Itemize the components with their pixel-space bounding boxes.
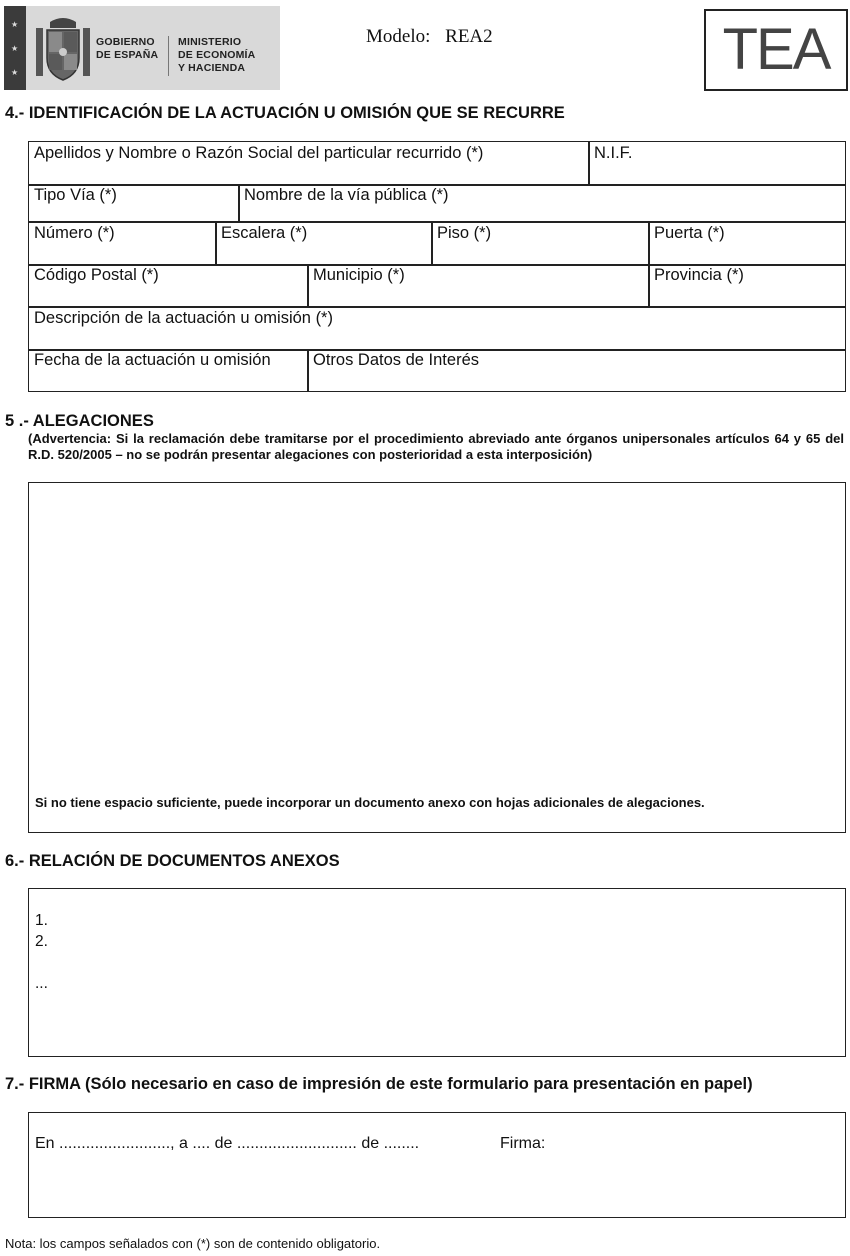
numero-field[interactable] [28, 222, 215, 264]
anexo-item-1: 1. [35, 912, 48, 929]
municipio-field[interactable] [307, 264, 648, 306]
tea-logo [704, 9, 848, 91]
footer-note: Nota: los campos señalados con (*) son de contenido obligatorio. [5, 1236, 381, 1251]
apellidos-label: Apellidos y Nombre o Razón Social del particular recurrido (*) [34, 144, 484, 162]
fecha-field[interactable] [28, 349, 307, 392]
section4-title: 4.- IDENTIFICACIÓN DE LA ACTUACIÓN U OMISIÓN QUE SE RECURRE [5, 104, 565, 122]
anexo-item-more: ... [35, 975, 48, 992]
firma-label: Firma: [500, 1135, 546, 1152]
fecha-label: Fecha de la actuación u omisión [34, 351, 271, 369]
descripcion-field[interactable] [28, 307, 846, 349]
ministry-line3: Y HACIENDA [178, 62, 246, 74]
nif-label: N.I.F. [594, 144, 633, 162]
provincia-field[interactable] [648, 264, 846, 306]
place-date-line[interactable]: En ........................., a .... de ........................... de ........ [35, 1135, 420, 1152]
descripcion-label: Descripción de la actuación u omisión (*) [34, 309, 333, 327]
piso-label: Piso (*) [437, 224, 492, 242]
numero-label: Número (*) [34, 224, 115, 242]
tipo-via-label: Tipo Vía (*) [34, 186, 117, 204]
eu-stripe [4, 6, 26, 90]
ministry-line2: DE ECONOMÍA [178, 49, 256, 61]
escalera-label: Escalera (*) [221, 224, 308, 242]
anexo-item-2: 2. [35, 933, 48, 950]
star-icon: ★ [11, 68, 19, 77]
gov-name-line1: GOBIERNO [96, 36, 155, 48]
modelo-label: Modelo: [366, 26, 431, 47]
coat-of-arms-icon [32, 14, 94, 84]
nif-field[interactable] [588, 142, 846, 184]
puerta-label: Puerta (*) [654, 224, 725, 242]
tea-logo-text: TEA [722, 17, 830, 82]
provincia-label: Provincia (*) [654, 266, 744, 284]
escalera-field[interactable] [215, 222, 431, 264]
municipio-label: Municipio (*) [313, 266, 405, 284]
section6-title: 6.- RELACIÓN DE DOCUMENTOS ANEXOS [5, 852, 340, 870]
section5-title: 5 .- ALEGACIONES [5, 412, 154, 430]
firma-box[interactable] [28, 1112, 846, 1218]
apellidos-field[interactable] [28, 142, 588, 184]
section5-warning: (Advertencia: Si la reclamación debe tramitarse por el procedimiento abreviado ante órganos unipersonales artículos 64 y 65 del R.D. 520/2005 – no se podrán presentar alegaciones con posterioridad a esta interposición) [28, 431, 844, 462]
alegaciones-note: Si no tiene espacio suficiente, puede incorporar un documento anexo con hojas adicionales de alegaciones. [35, 795, 705, 810]
otros-datos-label: Otros Datos de Interés [313, 351, 479, 369]
logo-divider [168, 36, 169, 76]
piso-field[interactable] [431, 222, 648, 264]
tipo-via-field[interactable] [28, 184, 238, 221]
otros-datos-field[interactable] [307, 349, 846, 392]
modelo-label-group [366, 26, 493, 48]
modelo-value: REA2 [445, 26, 493, 47]
codigo-postal-field[interactable] [28, 264, 307, 306]
puerta-field[interactable] [648, 222, 846, 264]
section7-title: 7.- FIRMA (Sólo necesario en caso de impresión de este formulario para presentación en papel) [5, 1075, 753, 1093]
anexos-box[interactable] [28, 888, 846, 1057]
star-icon: ★ [11, 44, 19, 53]
star-icon: ★ [11, 20, 19, 29]
nombre-via-label: Nombre de la vía pública (*) [244, 186, 449, 204]
alegaciones-textarea[interactable] [28, 482, 846, 833]
ministry-line1: MINISTERIO [178, 36, 242, 48]
nombre-via-field[interactable] [238, 184, 846, 221]
government-logo [4, 6, 280, 90]
codigo-postal-label: Código Postal (*) [34, 266, 159, 284]
gov-name-line2: DE ESPAÑA [96, 49, 159, 61]
